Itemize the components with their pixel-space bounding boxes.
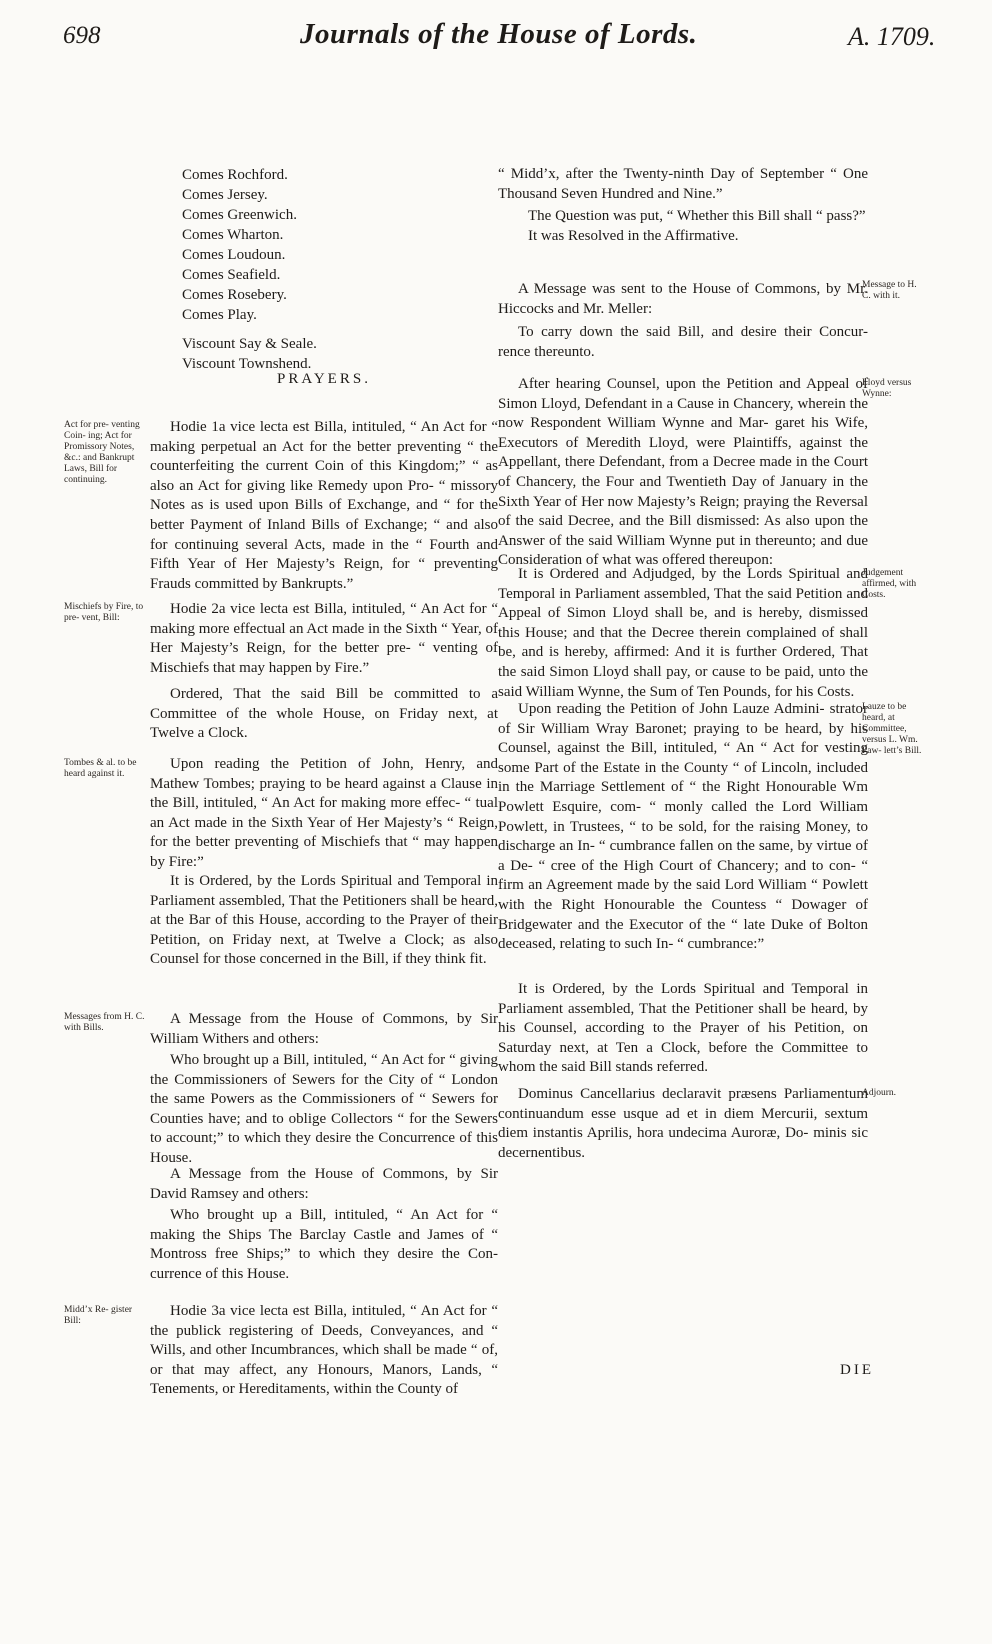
paragraph: Upon reading the Petition of John, Henry, and Mathew Tombes; praying to be heard against a Clause in the Bill, intituled, “ An Act for making more effec- “ tual an Act made in the Sixth Year of Her Majesty’s “ Reign, for the better preventing of Mischiefs that “ may happen by Fire:”	[150, 756, 498, 870]
list-item: Comes Loudoun.	[182, 247, 286, 263]
paragraph: A Message from the House of Commons, by Sir David Ramsey and others:	[150, 1166, 498, 1202]
margin-note: Lloyd versus Wynne:	[862, 378, 912, 399]
entry-sewers-bill	[150, 1051, 498, 1169]
entry-fire-committee	[150, 685, 498, 744]
margin-note: Messages from H. C. with Bills.	[64, 1012, 145, 1033]
entry-lauze-order	[498, 980, 868, 1078]
page-year: A. 1709.	[848, 22, 936, 51]
paragraph: Hodie 1a vice lecta est Billa, intituled, “ An Act for “ making perpetual an Act for the better preventing “ the counterfeiting the current Coin of this Kingdom;” “ as also an Act for giving like Remedy upon Pro- “ missory Notes as is used upon Bills of Exchange, and “ for the better Payment of Inland Bills of Exchange; “ and also for continuing several Acts, made in the “ Fourth and Fifth Year of Her Majesty’s Reign, for “ preventing Frauds committed by Bankrupts.”	[150, 419, 498, 592]
entry-coin-bill	[150, 418, 498, 594]
list-item: Comes Jersey.	[182, 187, 268, 203]
paragraph: Who brought up a Bill, intituled, “ An Act for “ giving the Commissioners of Sewers for the City of “ London the same Powers as the Commissioners of “ Sewers for Counties have; and to oblige Collectors “ for the Sewers to account;” to which they desire the Concurrence of this House.	[150, 1052, 498, 1166]
entry-lauze-petition	[498, 700, 868, 955]
entry-message-withers	[150, 1010, 498, 1049]
paragraph: Upon reading the Petition of John Lauze Admini- strator of Sir William Wray Baronet; praying to be heard, by his Counsel, against the Bill, intituled, “ An “ Act for vesting some Part of the Estate in the County “ of Lincoln, included in the Marriage Settlement of “ the Right Honourable Wm Powlett Esquire, com- “ monly called the Lord William Powlett, in Trustees, “ to be sold, for the raising Money, to discharge an In- “ cumbrance fallen on the same, by virtue of a De- “ cree of the High Court of Chancery; and to con- “ firm an Agreement made by the said Lord William “ Powlett with the Right Honourable the Countess “ Dowager of Bridgewater and the Executor of the “ late Duke of Bolton deceased, relating to such In- “ cumbrance:”	[498, 701, 868, 953]
entry-lloyd-appeal	[498, 375, 868, 571]
paragraph: It is Ordered and Adjudged, by the Lords Spiritual and Temporal in Parliament assembled, That the said Petition and Appeal of Simon Lloyd shall be, and is hereby, dismissed this House; and that the Decree therein complained of shall be, and is hereby, affirmed: And it is further Ordered, That the said Simon Lloyd shall pay, or cause to be paid, unto the said William Wynne, the Sum of Ten Pounds, for his Costs.	[498, 566, 868, 700]
paragraph: To carry down the said Bill, and desire their Concur- rence thereunto.	[498, 324, 868, 360]
comes-list	[150, 165, 498, 325]
paragraph: A Message from the House of Commons, by Sir William Withers and others:	[150, 1011, 498, 1047]
margin-note: Act for pre- venting Coin- ing; Act for Promissory Notes, &c.: and Bankrupt Laws, Bill for continuing.	[64, 420, 140, 485]
list-item: Comes Wharton.	[182, 227, 284, 243]
margin-note: Lauze to be heard, at Committee, versus L. Wm. Paw- lett’s Bill.	[862, 702, 922, 756]
paragraph: After hearing Counsel, upon the Petition and Appeal of Simon Lloyd, Defendant in a Cause in Chancery, wherein the now Respondent William Wynne and Mar- garet his Wife, Executors of Meredith Lloyd, were Plaintiffs, against the Appellant, there Defendant, from a Decree made in the Court of Chancery, the Four and Twentieth Day of January in the Sixth Year of Her now Majesty’s Reign; praying the Reversal of the said Decree, and the Bill dismissed: As also upon the Answer of the said William Wynne put in thereunto; and due Consideration of what was offered thereupon:	[498, 376, 868, 569]
entry-middx-bill	[150, 1302, 498, 1400]
list-item: Viscount Townshend.	[182, 356, 312, 372]
margin-note: Adjourn.	[862, 1088, 897, 1098]
catchword: DIE	[840, 1362, 874, 1378]
paragraph: Hodie 2a vice lecta est Billa, intituled, “ An Act for “ making more effectual an Act made in the Sixth “ Year, of Her Majesty’s Reign, for the better pre- “ venting of Mischiefs that may happen by Fire.”	[150, 601, 498, 676]
list-item: Comes Rosebery.	[182, 287, 287, 303]
list-item: Comes Rochford.	[182, 167, 288, 183]
comes-list-block	[150, 165, 498, 374]
paragraph: It is Ordered, by the Lords Spiritual and Temporal in Parliament assembled, That the Petitioners shall be heard, at the Bar of this House, according to the Prayer of their Petition, on Friday next, at Twelve a Clock; as also Counsel for those concerned in the Bill, if they think fit.	[150, 873, 498, 968]
list-item: Viscount Say & Seale.	[182, 336, 317, 352]
entry-question	[498, 207, 868, 246]
prayers-heading: PRAYERS.	[277, 371, 371, 387]
entry-tombes-petition	[150, 755, 498, 873]
paragraph: Ordered, That the said Bill be committed to a Committee of the whole House, on Friday next, at Twelve a Clock.	[150, 686, 498, 742]
margin-note: Judgement affirmed, with Costs.	[862, 568, 917, 600]
margin-note: Midd’x Re- gister Bill:	[64, 1305, 133, 1326]
entry-tombes-order	[150, 872, 498, 970]
paragraph: A Message was sent to the House of Commons, by Mr. Hiccocks and Mr. Meller:	[498, 281, 868, 317]
margin-note: Mischiefs by Fire, to pre- vent, Bill:	[64, 602, 144, 623]
entry-lloyd-judgement	[498, 565, 868, 702]
viscount-list	[150, 334, 498, 374]
paragraph: Hodie 3a vice lecta est Billa, intituled, “ An Act for “ the publick registering of Deeds, Conveyances, and “ Wills, and other Incumbrances, which shall be made “ of, or that may affect, any Honours, Manors, Lands, “ Tenements, or Hereditaments, within the County of	[150, 1303, 498, 1398]
paragraph: Who brought up a Bill, intituled, “ An Act for “ making the Ships The Barclay Castle and James of “ Montross free Ships;” to which they desire the Con- currence of this House.	[150, 1207, 498, 1282]
list-item: Comes Greenwich.	[182, 207, 297, 223]
list-item: Comes Seafield.	[182, 267, 281, 283]
paragraph: Dominus Cancellarius declaravit præsens Parliamentum continuandum esse usque ad et in diem Mercurii, sextum diem instantis Aprilis, hora undecima Auroræ, Do- minis sic decernentibus.	[498, 1086, 868, 1161]
page-title: Journals of the House of Lords.	[300, 18, 698, 50]
entry-adjournment	[498, 1085, 868, 1163]
paragraph: “ Midd’x, after the Twenty-ninth Day of September “ One Thousand Seven Hundred and Nine.”	[498, 166, 868, 202]
entry-message-ramsey	[150, 1165, 498, 1204]
paragraph: The Question was put, “ Whether this Bill shall “ pass?”	[528, 208, 866, 224]
paragraph: It was Resolved in the Affirmative.	[528, 227, 739, 244]
entry-fire-bill	[150, 600, 498, 678]
entry-ships-bill	[150, 1206, 498, 1284]
page-number: 698	[63, 22, 101, 49]
entry-middx-continued	[498, 165, 868, 204]
list-item: Comes Play.	[182, 307, 257, 323]
margin-note: Tombes & al. to be heard against it.	[64, 758, 137, 779]
entry-message-sent	[498, 280, 868, 362]
prayers-heading-block	[150, 370, 498, 390]
margin-note: Message to H. C. with it.	[862, 280, 917, 301]
paragraph: It is Ordered, by the Lords Spiritual and Temporal in Parliament assembled, That the Petitioner shall be heard, by his Counsel, according to the Prayer of his Petition, on Saturday next, at Ten a Clock, before the Committee to whom the said Bill stands referred.	[498, 981, 868, 1076]
